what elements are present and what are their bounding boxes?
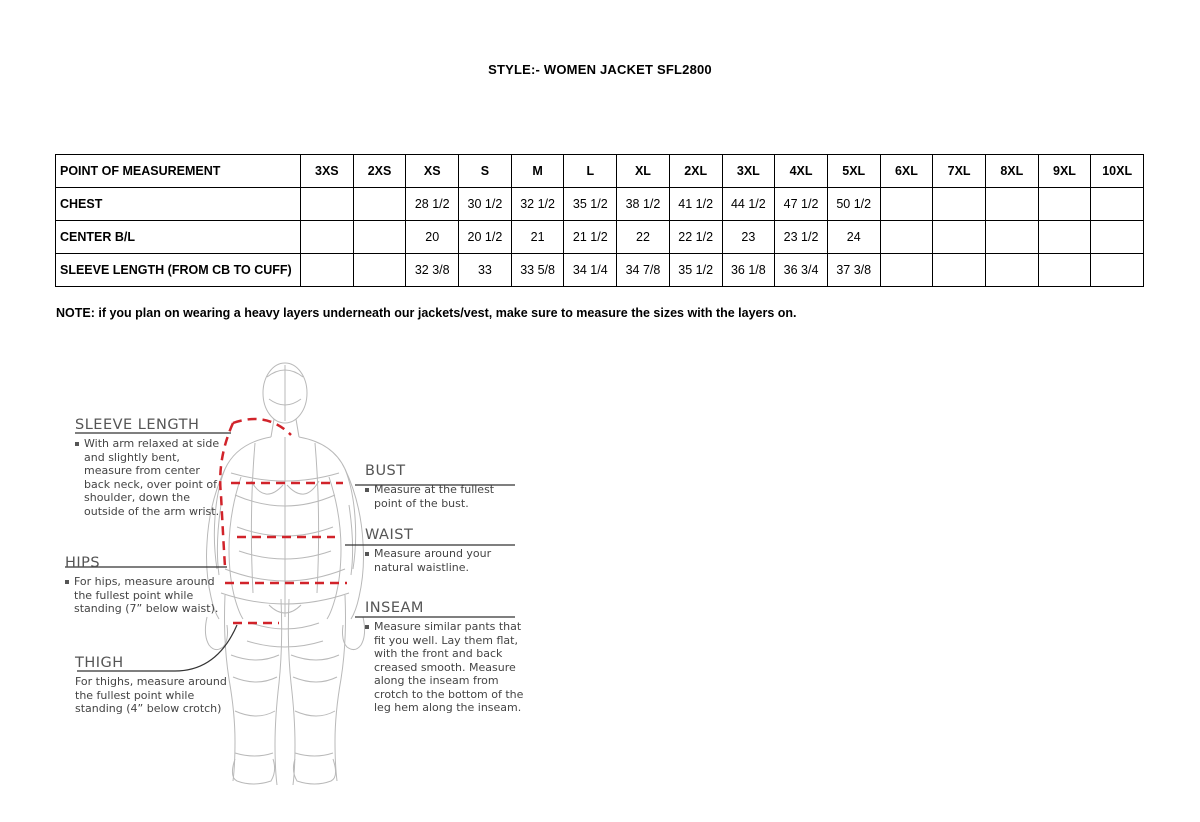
column-header-8xl: 8XL — [985, 155, 1038, 188]
column-header-2xl: 2XL — [669, 155, 722, 188]
measurement-guide-lines — [220, 419, 347, 623]
callout-waist-body: Measure around your natural waistline. — [365, 547, 525, 574]
cell-chest-6xl — [880, 188, 933, 221]
callout-inseam-heading: INSEAM — [365, 600, 424, 616]
cell-centerbl-3xs — [301, 221, 354, 254]
cell-sleeve-m: 33 5/8 — [511, 254, 564, 287]
callout-thigh-body: For thighs, measure around the fullest point while standing (4” below crotch) — [75, 675, 227, 715]
table-row — [56, 188, 1144, 221]
callout-thigh — [75, 655, 240, 716]
callout-waist-heading: WAIST — [365, 527, 414, 543]
cell-chest-7xl — [933, 188, 986, 221]
cell-chest-l: 35 1/2 — [564, 188, 617, 221]
cell-sleeve-5xl: 37 3/8 — [827, 254, 880, 287]
cell-chest-xs: 28 1/2 — [406, 188, 459, 221]
column-header-point-of-measurement: POINT OF MEASUREMENT — [56, 155, 301, 188]
callout-bust-heading: BUST — [365, 463, 406, 479]
column-header-5xl: 5XL — [827, 155, 880, 188]
size-chart — [55, 154, 1144, 287]
cell-sleeve-l: 34 1/4 — [564, 254, 617, 287]
column-header-3xs: 3XS — [301, 155, 354, 188]
cell-chest-2xs — [353, 188, 406, 221]
cell-sleeve-xl: 34 7/8 — [617, 254, 670, 287]
cell-centerbl-m: 21 — [511, 221, 564, 254]
female-body-outline-icon — [205, 363, 364, 785]
column-header-l: L — [564, 155, 617, 188]
table-header-row — [56, 155, 1144, 188]
cell-centerbl-6xl — [880, 221, 933, 254]
cell-centerbl-9xl — [1038, 221, 1091, 254]
cell-sleeve-4xl: 36 3/4 — [775, 254, 828, 287]
cell-sleeve-8xl — [985, 254, 1038, 287]
column-header-xl: XL — [617, 155, 670, 188]
column-header-s: S — [459, 155, 512, 188]
cell-sleeve-7xl — [933, 254, 986, 287]
cell-sleeve-2xl: 35 1/2 — [669, 254, 722, 287]
column-header-6xl: 6XL — [880, 155, 933, 188]
callout-hips — [65, 555, 225, 616]
cell-chest-3xs — [301, 188, 354, 221]
row-label-sleeve-length: SLEEVE LENGTH (FROM CB TO CUFF) — [56, 254, 301, 287]
table-row — [56, 254, 1144, 287]
callout-bust — [365, 463, 525, 510]
row-label-center-bl: CENTER B/L — [56, 221, 301, 254]
table-row — [56, 221, 1144, 254]
column-header-xs: XS — [406, 155, 459, 188]
measurement-illustration — [55, 355, 695, 795]
cell-chest-s: 30 1/2 — [459, 188, 512, 221]
callout-waist — [365, 527, 525, 574]
callout-sleeve-length-body: With arm relaxed at side and slightly bent, measure from center back neck, over point of shoulder, down the outside of the arm wrist. — [75, 437, 225, 518]
sleeve-length-guide — [233, 419, 291, 435]
cell-chest-9xl — [1038, 188, 1091, 221]
column-header-9xl: 9XL — [1038, 155, 1091, 188]
column-header-3xl: 3XL — [722, 155, 775, 188]
column-header-7xl: 7XL — [933, 155, 986, 188]
callout-sleeve-length-heading: SLEEVE LENGTH — [75, 417, 200, 433]
cell-centerbl-2xs — [353, 221, 406, 254]
cell-chest-2xl: 41 1/2 — [669, 188, 722, 221]
size-chart-table — [55, 154, 1144, 287]
cell-centerbl-7xl — [933, 221, 986, 254]
cell-chest-4xl: 47 1/2 — [775, 188, 828, 221]
cell-sleeve-2xs — [353, 254, 406, 287]
callout-hips-heading: HIPS — [65, 555, 101, 571]
column-header-2xs: 2XS — [353, 155, 406, 188]
cell-chest-3xl: 44 1/2 — [722, 188, 775, 221]
callout-bust-body: Measure at the fullest point of the bust. — [365, 483, 525, 510]
cell-sleeve-3xs — [301, 254, 354, 287]
column-header-4xl: 4XL — [775, 155, 828, 188]
cell-chest-m: 32 1/2 — [511, 188, 564, 221]
column-header-10xl: 10XL — [1091, 155, 1144, 188]
cell-sleeve-s: 33 — [459, 254, 512, 287]
column-header-m: M — [511, 155, 564, 188]
cell-centerbl-3xl: 23 — [722, 221, 775, 254]
cell-chest-8xl — [985, 188, 1038, 221]
cell-centerbl-l: 21 1/2 — [564, 221, 617, 254]
cell-centerbl-5xl: 24 — [827, 221, 880, 254]
callout-sleeve-length — [75, 417, 225, 518]
cell-sleeve-10xl — [1091, 254, 1144, 287]
cell-chest-5xl: 50 1/2 — [827, 188, 880, 221]
cell-centerbl-4xl: 23 1/2 — [775, 221, 828, 254]
cell-sleeve-9xl — [1038, 254, 1091, 287]
callout-thigh-heading: THIGH — [75, 655, 124, 671]
row-label-chest: CHEST — [56, 188, 301, 221]
cell-chest-10xl — [1091, 188, 1144, 221]
callout-hips-body: For hips, measure around the fullest point while standing (7” below waist). — [65, 575, 225, 616]
cell-centerbl-8xl — [985, 221, 1038, 254]
cell-chest-xl: 38 1/2 — [617, 188, 670, 221]
cell-sleeve-xs: 32 3/8 — [406, 254, 459, 287]
cell-centerbl-2xl: 22 1/2 — [669, 221, 722, 254]
cell-sleeve-6xl — [880, 254, 933, 287]
measurement-note: NOTE: if you plan on wearing a heavy layers underneath our jackets/vest, make sure to measure the sizes with the layers on. — [56, 306, 797, 320]
page-title: STYLE:- WOMEN JACKET SFL2800 — [488, 62, 712, 77]
cell-centerbl-s: 20 1/2 — [459, 221, 512, 254]
cell-sleeve-3xl: 36 1/8 — [722, 254, 775, 287]
cell-centerbl-xl: 22 — [617, 221, 670, 254]
callout-inseam-body: Measure similar pants that fit you well. Lay them flat, with the front and back creased smooth. Measure along the inseam from crotch to the bottom of the leg hem along the inseam. — [365, 620, 525, 715]
callout-inseam — [365, 600, 525, 715]
cell-centerbl-10xl — [1091, 221, 1144, 254]
cell-centerbl-xs: 20 — [406, 221, 459, 254]
